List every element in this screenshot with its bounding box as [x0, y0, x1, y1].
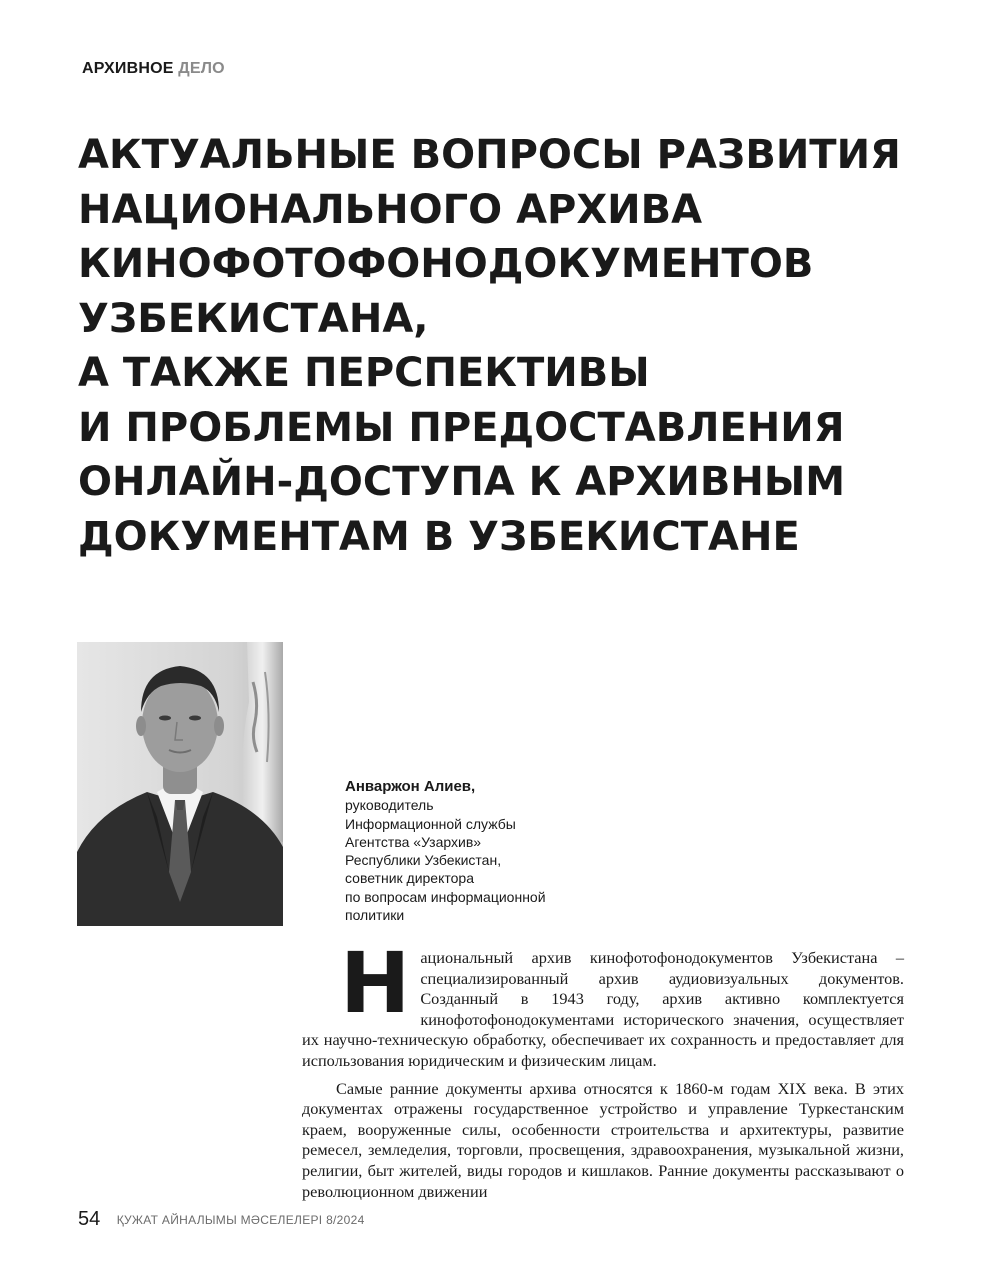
author-role-line: Агентства «Узархив» [345, 833, 482, 850]
title-line: УЗБЕКИСТАНА, [78, 295, 429, 342]
article-paragraph [302, 934, 904, 1072]
title-line: НАЦИОНАЛЬНОГО АРХИВА [78, 186, 703, 233]
section-label [82, 60, 225, 78]
title-line: АКТУАЛЬНЫЕ ВОПРОСЫ РАЗВИТИЯ [78, 132, 901, 178]
article-paragraph: Самые ранние документы архива относятся к 1860-м годам XIX века. В этих документах отражены государственное устройство и управление Туркестанским краем, вооруженные силы, особенности строительства и архитектуры, развитие ремесел, земледелия, торговли, просвещения, здравоохранения, музыкальной жизни, религии, быт жителей, виды городов и кишлаков. Ранние документы рассказывают о революционном движении [302, 1078, 904, 1201]
publication-name: ҚУЖАТ АЙНАЛЫМЫ МӘСЕЛЕЛЕРІ 8/2024 [116, 1212, 365, 1227]
section-label-bold: АРХИВНОЕ [82, 60, 174, 77]
author-role-line: Информационной службы [345, 815, 516, 832]
author-role-line: политики [345, 907, 405, 924]
title-line: А ТАКЖЕ ПЕРСПЕКТИВЫ [78, 350, 650, 396]
paragraph-text: ациональный архив кинофотофонодокументов Узбекистана – специализированный архив аудиовизуальных документов. Созданный в 1943 году, архив активно комплектуется кинофотофонодокументами исторического значения, осуществляет их научно-техническую обработку, обеспечивает их сохранность и предоставляет для использования юридическим и физическим лицам. [302, 948, 904, 1070]
title-line: И ПРОБЛЕМЫ ПРЕДОСТАВЛЕНИЯ [78, 404, 845, 451]
author-name: Анваржон Алиев, [345, 778, 476, 795]
author-role-line: Республики Узбекистан, [345, 852, 502, 869]
article-title [78, 128, 958, 564]
title-line: КИНОФОТОФОНОДОКУМЕНТОВ [78, 241, 814, 287]
article-body [302, 934, 904, 1202]
drop-cap: Н [340, 934, 411, 1032]
section-label-light: ДЕЛО [178, 60, 225, 77]
title-line-bold: ДОКУМЕНТАМ В УЗБЕКИСТАНЕ [78, 513, 800, 560]
author-role-line: советник директора [345, 870, 474, 887]
author-info [345, 778, 605, 924]
page-footer [78, 1208, 365, 1231]
author-photo [77, 642, 283, 926]
title-line-bold: ОНЛАЙН-ДОСТУПА К АРХИВНЫМ [78, 459, 846, 505]
author-portrait-image [77, 642, 283, 926]
page-number: 54 [78, 1208, 101, 1230]
author-role-line: руководитель [345, 797, 434, 814]
author-role-line: по вопросам информационной [345, 888, 546, 905]
